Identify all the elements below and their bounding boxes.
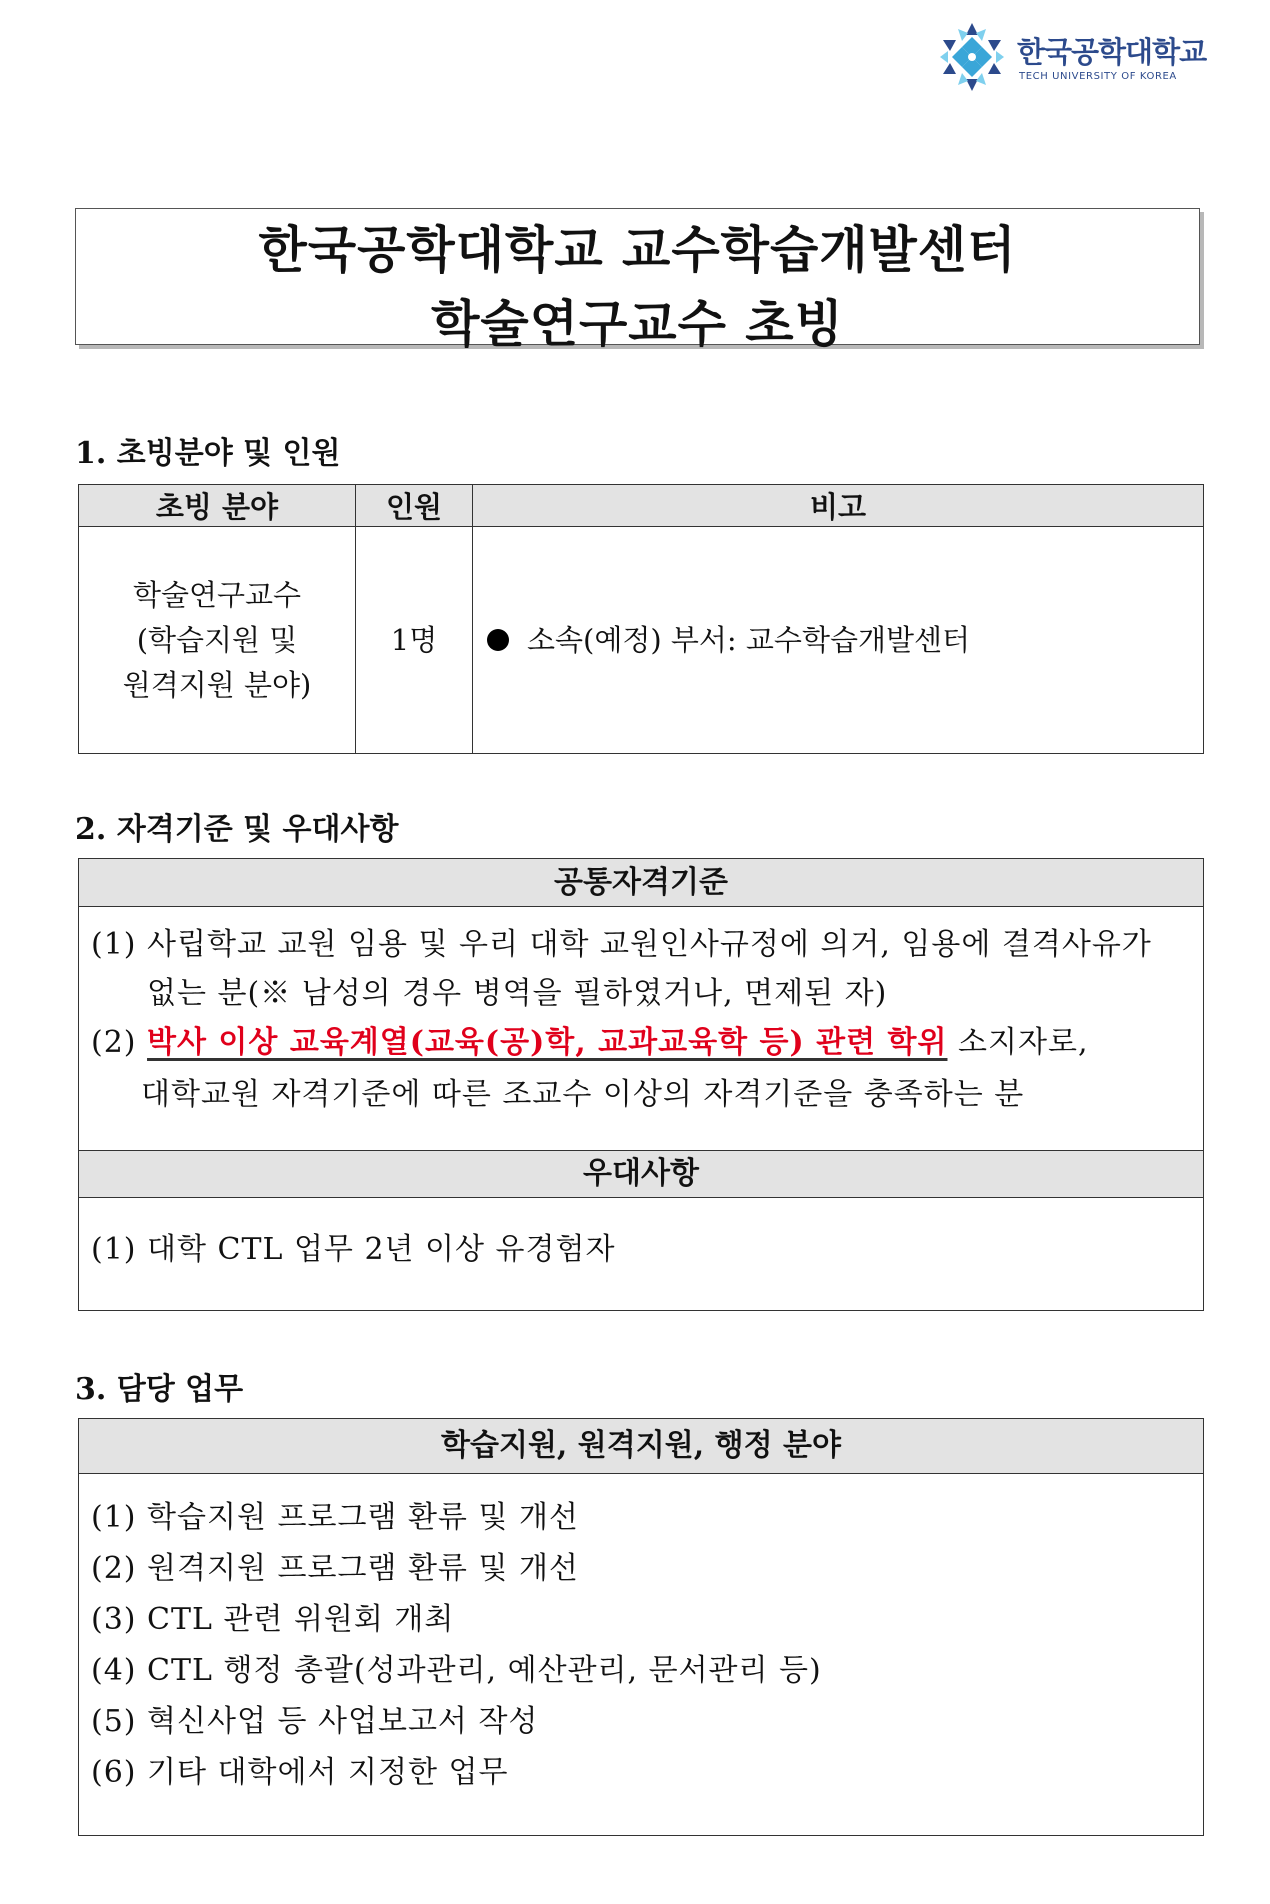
logo-english: TECH UNIVERSITY OF KOREA	[1019, 71, 1177, 82]
duties-box	[78, 1418, 1204, 1836]
note-cell	[473, 527, 1204, 754]
preference-header: 우대사항	[79, 1150, 1203, 1198]
note-text: 소속(예정) 부서: 교수학습개발센터	[527, 622, 971, 657]
header-count: 인원	[356, 485, 473, 527]
title-box	[75, 208, 1200, 353]
duty-item-4: (4) CTL 행정 총괄(성과관리, 예산관리, 문서관리 등)	[91, 1653, 822, 1688]
duty-item-5: (5) 혁신사업 등 사업보고서 작성	[91, 1704, 539, 1739]
bullet-icon	[487, 629, 509, 651]
title-line-1: 한국공학대학교 교수학습개발센터	[258, 221, 1017, 279]
logo-name: 한국공학대학교	[1017, 35, 1207, 69]
title-line-2: 학술연구교수 초빙	[431, 295, 844, 353]
section-2-heading: 2. 자격기준 및 우대사항	[75, 812, 399, 847]
preference-item-1: (1) 대학 CTL 업무 2년 이상 유경험자	[91, 1232, 616, 1267]
count-value: 1명	[390, 622, 438, 657]
field-line-1: 학술연구교수	[132, 577, 302, 612]
section-3-heading: 3. 담당 업무	[75, 1372, 244, 1407]
common-criteria-header: 공통자격기준	[79, 859, 1203, 907]
university-logo	[935, 18, 1235, 98]
duty-item-2: (2) 원격지원 프로그램 환류 및 개선	[91, 1551, 579, 1586]
qualification-box	[78, 858, 1204, 1311]
header-field: 초빙 분야	[79, 485, 356, 527]
criteria-item-2	[91, 1017, 1191, 1069]
criteria-item-1: (1) 사립학교 교원 임용 및 우리 대학 교원인사규정에 의거, 임용에 결격사유가	[91, 927, 1152, 962]
snowflake-hexagon-icon	[935, 20, 1009, 94]
recruitment-table	[78, 484, 1204, 754]
criteria-item-1-cont: 없는 분(※ 남성의 경우 병역을 필하였거나, 면제된 자)	[147, 976, 888, 1011]
table-row	[79, 527, 1204, 754]
section-1-heading: 1. 초빙분야 및 인원	[75, 436, 341, 471]
criteria-item-2-prefix: (2)	[91, 1025, 148, 1060]
header-note: 비고	[473, 485, 1204, 527]
duty-item-6: (6) 기타 대학에서 지정한 업무	[91, 1755, 509, 1790]
field-cell	[79, 527, 356, 754]
criteria-degree-highlight: 박사 이상 교육계열(교육(공)학, 교과교육학 등) 관련 학위	[147, 1025, 948, 1060]
duties-body	[79, 1474, 1203, 1798]
common-criteria-body	[79, 907, 1203, 1150]
duties-header: 학습지원, 원격지원, 행정 분야	[79, 1419, 1203, 1474]
count-cell	[356, 527, 473, 754]
table-header-row	[79, 485, 1204, 527]
criteria-item-2-suffix: 소지자로,	[947, 1025, 1089, 1060]
duty-item-1: (1) 학습지원 프로그램 환류 및 개선	[91, 1500, 579, 1535]
field-line-2: (학습지원 및	[136, 622, 298, 657]
duty-item-3: (3) CTL 관련 위원회 개최	[91, 1602, 455, 1637]
criteria-item-2-cont: 대학교원 자격기준에 따른 조교수 이상의 자격기준을 충족하는 분	[141, 1077, 1025, 1112]
preference-body	[79, 1198, 1203, 1276]
field-line-3: 원격지원 분야)	[122, 667, 312, 702]
